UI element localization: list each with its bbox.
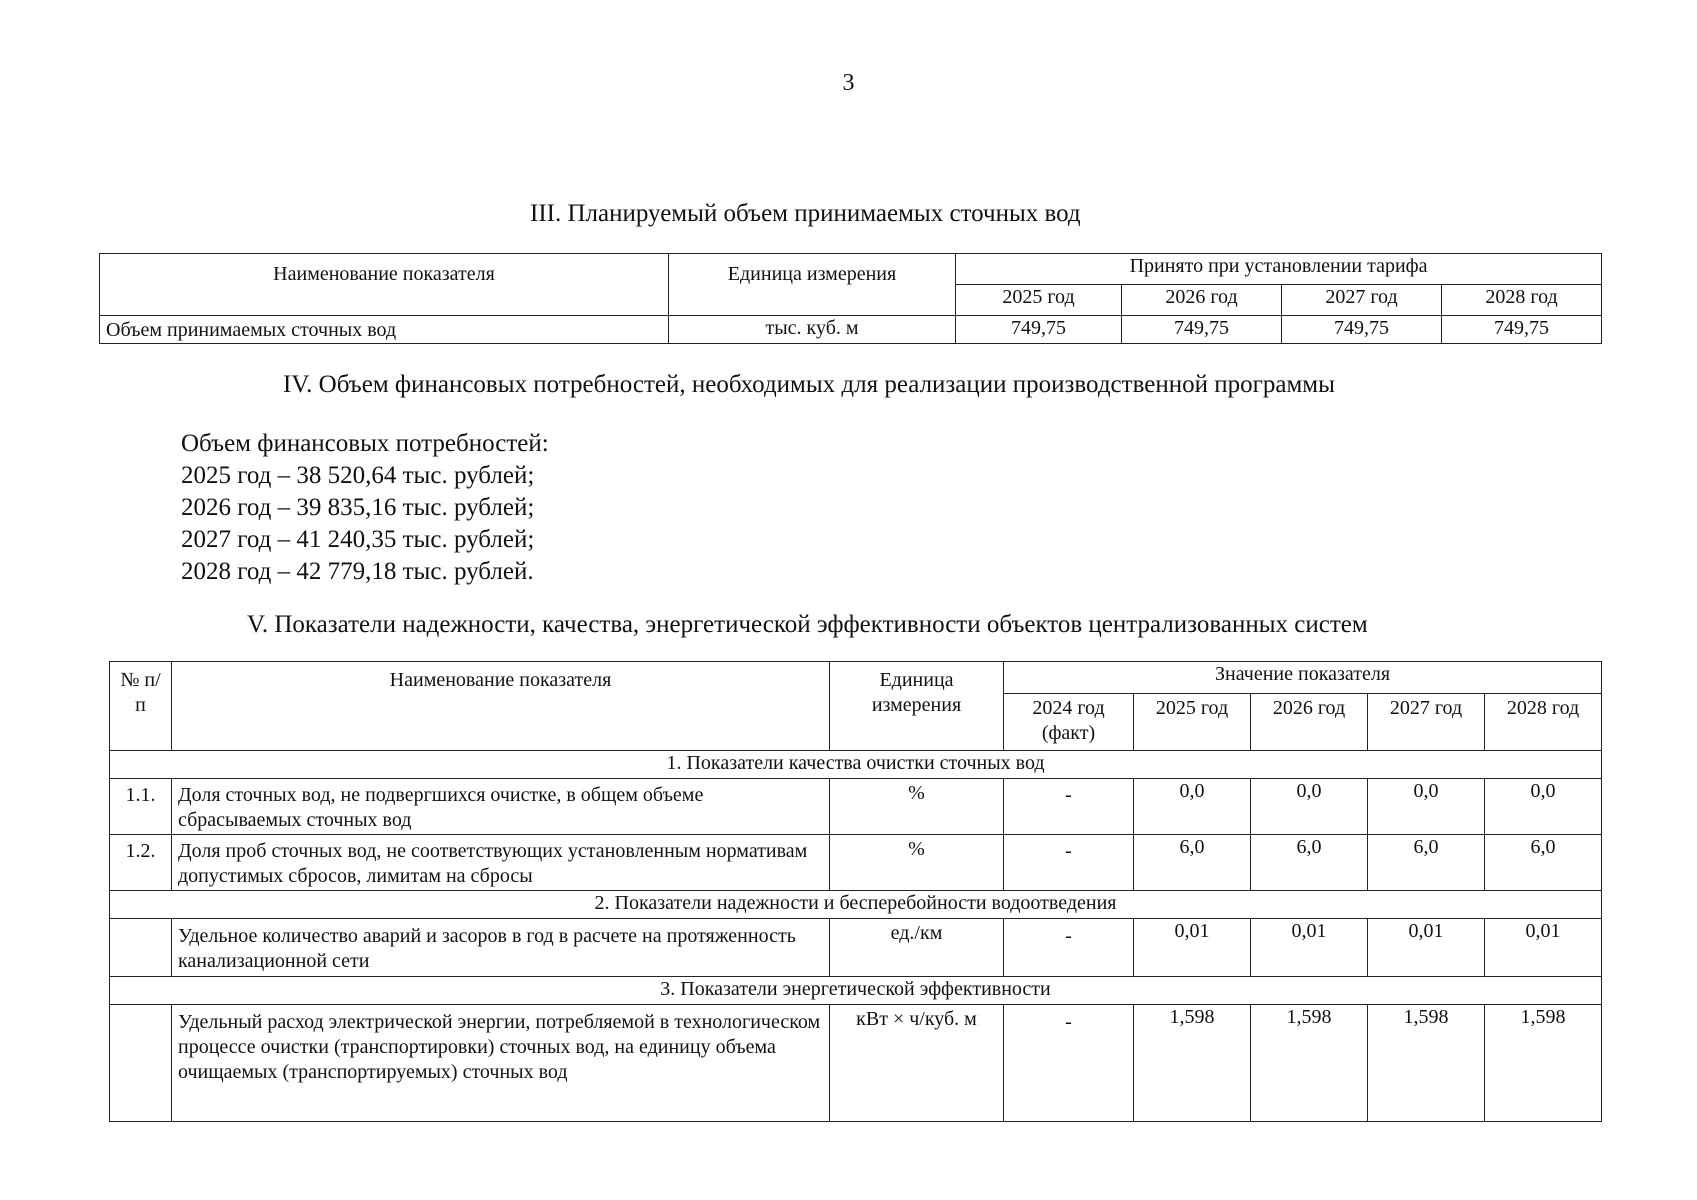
table-row [100, 316, 1602, 344]
row-num [110, 1005, 172, 1122]
wastewater-volume-table [99, 253, 1602, 344]
section-4-title: IV. Объем финансовых потребностей, необходимых для реализации производственной программы [283, 371, 1335, 398]
financial-needs-label: Объем финансовых потребностей: [181, 430, 549, 457]
page-number: 3 [842, 70, 855, 96]
col-header-unit: Единица измерения [669, 254, 956, 316]
row-unit: кВт × ч/куб. м [830, 1005, 1004, 1122]
col-header-year: 2026 год [1122, 285, 1282, 316]
col-header-year: 2027 год [1368, 694, 1485, 751]
row-value: - [1004, 919, 1134, 977]
col-header-name: Наименование показателя [100, 254, 669, 316]
col-header-name: Наименование показателя [172, 662, 830, 751]
col-header-year: 2027 год [1282, 285, 1442, 316]
table-row [110, 835, 1602, 891]
col-header-year: 2024 год (факт) [1004, 694, 1134, 751]
row-value: 1,598 [1368, 1005, 1485, 1122]
row-value: 0,01 [1368, 919, 1485, 977]
row-name: Удельный расход электрической энергии, потребляемой в технологическом процессе очистки (транспортировки) сточных вод, на единицу объема очищаемых (транспортируемых) сточных вод [172, 1005, 830, 1122]
row-unit: ед./км [830, 919, 1004, 977]
row-value: 1,598 [1134, 1005, 1251, 1122]
row-unit: % [830, 779, 1004, 835]
section-5-title: V. Показатели надежности, качества, энергетической эффективности объектов централизованных систем [247, 611, 1368, 638]
row-value: - [1004, 835, 1134, 891]
col-header-tariff-group: Принято при установлении тарифа [956, 254, 1602, 285]
row-value: 6,0 [1368, 835, 1485, 891]
row-name: Удельное количество аварий и засоров в год в расчете на протяженность канализационной сети [172, 919, 830, 977]
row-value: 0,0 [1368, 779, 1485, 835]
group-title: 2. Показатели надежности и бесперебойности водоотведения [110, 891, 1602, 919]
section-3-title: III. Планируемый объем принимаемых сточных вод [530, 200, 1081, 227]
row-unit: тыс. куб. м [669, 316, 956, 344]
table-row [110, 779, 1602, 835]
col-header-year: 2025 год [1134, 694, 1251, 751]
row-value: 749,75 [1282, 316, 1442, 344]
financial-needs-line: 2028 год – 42 779,18 тыс. рублей. [181, 558, 534, 585]
row-num: 1.1. [110, 779, 172, 835]
financial-needs-line: 2027 год – 41 240,35 тыс. рублей; [181, 526, 535, 553]
col-header-year: 2028 год [1442, 285, 1602, 316]
col-header-year: 2025 год [956, 285, 1122, 316]
financial-needs-list [181, 428, 549, 588]
row-name: Объем принимаемых сточных вод [100, 316, 669, 344]
row-value: 0,0 [1485, 779, 1602, 835]
row-value: 749,75 [956, 316, 1122, 344]
financial-needs-line: 2025 год – 38 520,64 тыс. рублей; [181, 462, 535, 489]
col-header-unit: Единица измерения [830, 662, 1004, 751]
row-num: 1.2. [110, 835, 172, 891]
row-value: - [1004, 1005, 1134, 1122]
col-header-value-group: Значение показателя [1004, 662, 1602, 694]
row-value: 749,75 [1442, 316, 1602, 344]
group-title: 3. Показатели энергетической эффективности [110, 977, 1602, 1005]
row-name: Доля сточных вод, не подвергшихся очистке, в общем объеме сбрасываемых сточных вод [172, 779, 830, 835]
row-value: 0,01 [1485, 919, 1602, 977]
col-header-year: 2028 год [1485, 694, 1602, 751]
table-row [110, 919, 1602, 977]
group-title: 1. Показатели качества очистки сточных вод [110, 751, 1602, 779]
row-value: - [1004, 779, 1134, 835]
indicators-table [109, 661, 1602, 1122]
row-value: 0,0 [1251, 779, 1368, 835]
row-value: 749,75 [1122, 316, 1282, 344]
row-value: 6,0 [1251, 835, 1368, 891]
row-value: 0,01 [1134, 919, 1251, 977]
row-value: 0,0 [1134, 779, 1251, 835]
row-value: 1,598 [1251, 1005, 1368, 1122]
col-header-year: 2026 год [1251, 694, 1368, 751]
row-value: 6,0 [1485, 835, 1602, 891]
table-row [110, 1005, 1602, 1122]
row-value: 6,0 [1134, 835, 1251, 891]
financial-needs-line: 2026 год – 39 835,16 тыс. рублей; [181, 494, 535, 521]
row-num [110, 919, 172, 977]
col-header-num: № п/п [110, 662, 172, 751]
row-value: 0,01 [1251, 919, 1368, 977]
row-unit: % [830, 835, 1004, 891]
row-value: 1,598 [1485, 1005, 1602, 1122]
row-name: Доля проб сточных вод, не соответствующих установленным нормативам допустимых сбросов, лимитам на сбросы [172, 835, 830, 891]
